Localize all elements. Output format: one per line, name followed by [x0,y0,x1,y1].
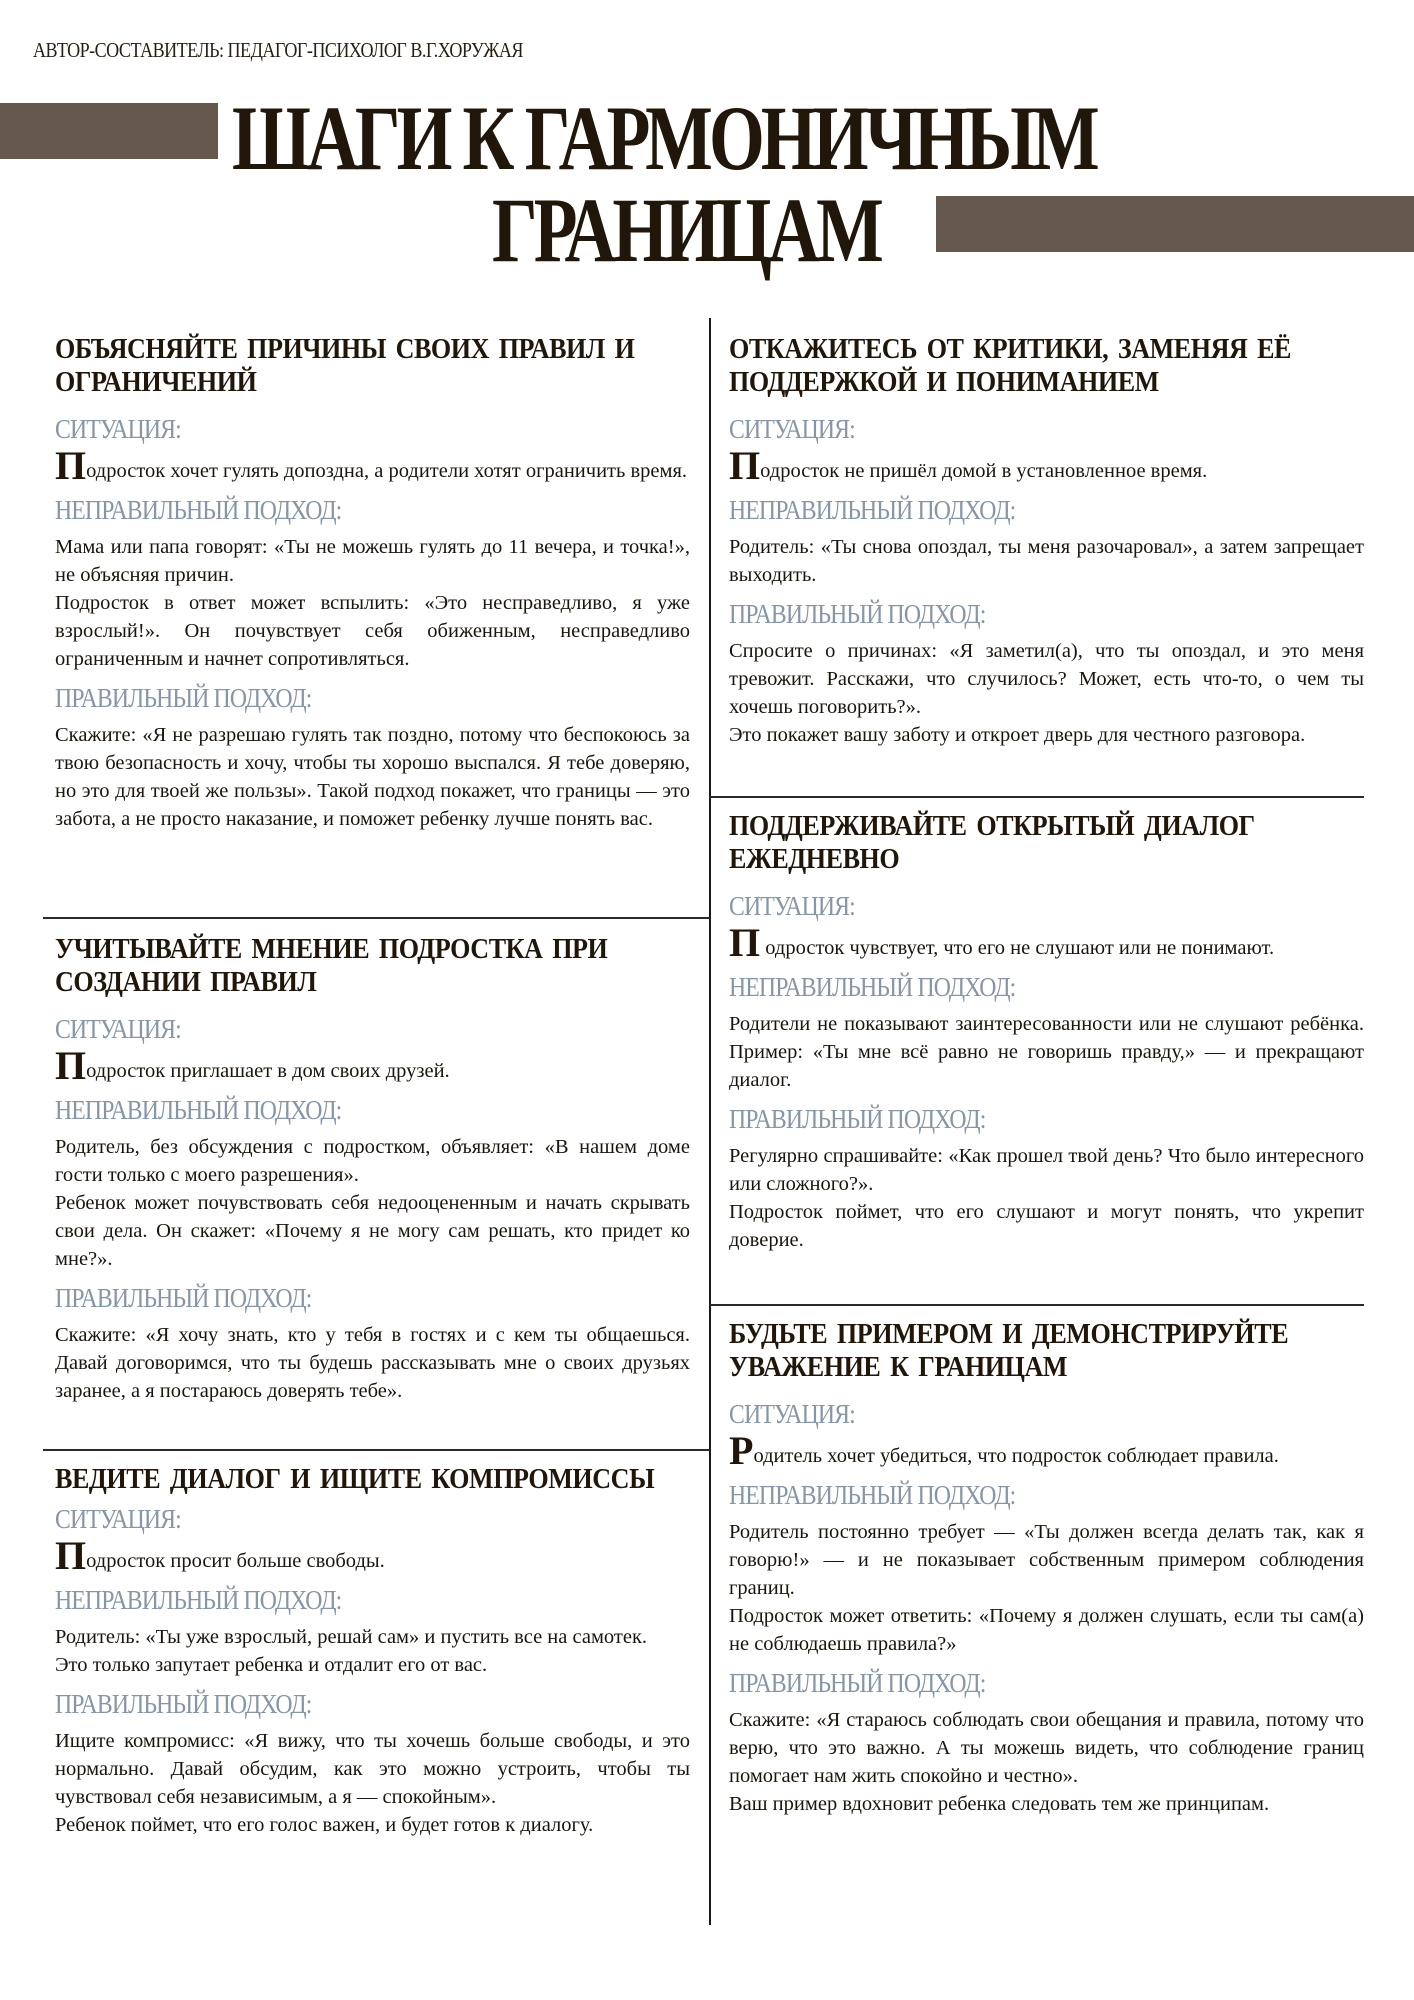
paragraph: Подросток поймет, что его слушают и могут понять, что укрепит доверие. [729,1201,1364,1251]
paragraph: Это покажет вашу заботу и откроет дверь для честного разговора. [729,724,1306,746]
paragraph: Ребенок может почувствовать себя недооцененным и начать скрывать свои дела. Он скажет: «Почему я не могу сам решать, кто придет ко мне?». [55,1192,690,1270]
situation-rest: одросток хочет гулять допоздна, а родители хотят ограничить время. [86,460,688,482]
section-avoid-criticism [729,333,1364,759]
paragraph: Это только запутает ребенка и отдалит его от вас. [55,1654,488,1676]
right-approach-text [55,1727,690,1839]
right-approach-label: ПРАВИЛЬНЫЙ ПОДХОД: [729,1668,986,1698]
right-approach-label: ПРАВИЛЬНЫЙ ПОДХОД: [55,1283,312,1313]
drop-cap: П [55,443,87,488]
paragraph: Скажите: «Я хочу знать, кто у тебя в гостях и с кем ты общаешься. Давай договоримся, что ты будешь рассказывать мне о своих друзьях заранее, а я постараюсь доверять тебе». [55,1324,690,1402]
author-line: АВТОР-СОСТАВИТЕЛЬ: ПЕДАГОГ-ПСИХОЛОГ В.Г.ХОРУЖАЯ [33,38,523,62]
wrong-approach-text [729,1518,1364,1658]
right-approach-text [729,637,1364,749]
drop-cap: Р [729,1428,754,1473]
paragraph: Родитель: «Ты снова опоздал, ты меня разочаровал», а затем запрещает выходить. [729,536,1364,586]
column-divider [709,318,711,1925]
drop-cap: П [55,1043,87,1088]
wrong-approach-text [55,1623,690,1679]
paragraph: Скажите: «Я не разрешаю гулять так поздно, потому что беспокоюсь за твою безопасность и хочу, чтобы ты хорошо выспался. Я тебе доверяю, но это для твоей же пользы». Такой подход покажет, что границы — это забота, а не просто наказание, и поможет ребенку лучше понять вас. [55,724,690,830]
situation-text [55,1043,690,1088]
right-approach-text [729,1706,1364,1818]
section-open-dialogue [729,810,1364,1264]
section-title: ПОДДЕРЖИВАЙТЕ ОТКРЫТЫЙ ДИАЛОГ ЕЖЕДНЕВНО [729,810,1255,875]
situation-label: СИТУАЦИЯ: [55,1504,181,1534]
situation-rest: одросток приглашает в дом своих друзей. [86,1060,450,1082]
situation-text [55,1533,690,1578]
wrong-approach-text [55,533,690,673]
situation-rest: одросток просит больше свободы. [86,1550,385,1572]
situation-label: СИТУАЦИЯ: [55,414,181,444]
paragraph: Скажите: «Я стараюсь соблюдать свои обещания и правила, потому что верю, что это важно. А ты можешь видеть, что соблюдение границ помогает нам жить спокойно и честно». [729,1709,1364,1787]
paragraph: Родители не показывают заинтересованности или не слушают ребёнка. Пример: «Ты мне всё равно не говоришь правду,» — и прекращают диалог. [729,1013,1364,1091]
paragraph: Родитель постоянно требует — «Ты должен всегда делать так, как я говорю!» — и не показывает собственным примером соблюдения границ. [729,1521,1364,1599]
situation-label: СИТУАЦИЯ: [55,1014,181,1044]
drop-cap: П [729,443,761,488]
situation-label: СИТУАЦИЯ: [729,891,855,921]
section-title: БУДЬТЕ ПРИМЕРОМ И ДЕМОНСТРИРУЙТЕ УВАЖЕНИЕ К ГРАНИЦАМ [729,1318,1289,1383]
section-title: ВЕДИТЕ ДИАЛОГ И ИЩИТЕ КОМПРОМИССЫ [55,1463,655,1495]
drop-cap: П [729,920,761,965]
situation-text [729,920,1364,965]
title-accent-bar-right [936,196,1414,252]
wrong-approach-label: НЕПРАВИЛЬНЫЙ ПОДХОД: [729,972,1016,1002]
section-divider [43,917,710,919]
wrong-approach-text [729,1010,1364,1094]
situation-rest: одросток не пришёл домой в установленное время. [760,460,1208,482]
situation-rest: одросток чувствует, что его не слушают или не понимают. [760,937,1275,959]
paragraph: Ваш пример вдохновит ребенка следовать тем же принципам. [729,1793,1270,1815]
situation-text [729,443,1364,488]
page-title-line-2: ГРАНИЦАМ [492,179,880,281]
situation-rest: одитель хочет убедиться, что подросток соблюдает правила. [753,1445,1279,1467]
paragraph: Регулярно спрашивайте: «Как прошел твой день? Что было интересного или сложного?». [729,1145,1364,1195]
paragraph: Подросток в ответ может вспылить: «Это несправедливо, я уже взрослый!». Он почувствует себя обиженным, несправедливо ограниченным и начнет сопротивляться. [55,592,690,670]
section-title: ОБЪЯСНЯЙТЕ ПРИЧИНЫ СВОИХ ПРАВИЛ И ОГРАНИЧЕНИЙ [55,333,635,398]
right-approach-label: ПРАВИЛЬНЫЙ ПОДХОД: [729,599,986,629]
section-be-example [729,1318,1364,1828]
section-divider [709,796,1364,798]
section-title: ОТКАЖИТЕСЬ ОТ КРИТИКИ, ЗАМЕНЯЯ ЕЁ ПОДДЕРЖКОЙ И ПОНИМАНИЕМ [729,333,1291,398]
right-approach-text [55,721,690,833]
wrong-approach-label: НЕПРАВИЛЬНЫЙ ПОДХОД: [55,1585,342,1615]
paragraph: Ищите компромисс: «Я вижу, что ты хочешь больше свободы, и это нормально. Давай обсудим, как это можно устроить, чтобы ты чувствовал себя независимым, а я — спокойным». [55,1730,690,1808]
paragraph: Родитель: «Ты уже взрослый, решай сам» и пустить все на самотек. [55,1626,648,1648]
situation-text [729,1428,1364,1473]
paragraph: Спросите о причинах: «Я заметил(а), что ты опоздал, и это меня тревожит. Расскажи, что случилось? Может, есть что-то, о чем ты хочешь поговорить?». [729,640,1364,718]
section-divider [709,1304,1364,1306]
section-consider-opinion [55,933,690,1415]
situation-label: СИТУАЦИЯ: [729,414,855,444]
situation-text [55,443,690,488]
page-title-line-1: ШАГИ К ГАРМОНИЧНЫМ [232,87,1096,189]
section-explain-reasons [55,333,690,843]
section-divider [43,1449,710,1451]
right-approach-label: ПРАВИЛЬНЫЙ ПОДХОД: [55,683,312,713]
paragraph: Родитель, без обсуждения с подростком, объявляет: «В нашем доме гости только с моего разрешения». [55,1136,690,1186]
wrong-approach-label: НЕПРАВИЛЬНЫЙ ПОДХОД: [55,495,342,525]
situation-label: СИТУАЦИЯ: [729,1399,855,1429]
right-approach-label: ПРАВИЛЬНЫЙ ПОДХОД: [729,1104,986,1134]
title-accent-bar-left [0,103,218,159]
wrong-approach-label: НЕПРАВИЛЬНЫЙ ПОДХОД: [55,1095,342,1125]
wrong-approach-label: НЕПРАВИЛЬНЫЙ ПОДХОД: [729,1480,1016,1510]
right-approach-text [729,1142,1364,1254]
section-title: УЧИТЫВАЙТЕ МНЕНИЕ ПОДРОСТКА ПРИ СОЗДАНИИ ПРАВИЛ [55,933,608,998]
right-approach-text [55,1321,690,1405]
paragraph: Мама или папа говорят: «Ты не можешь гулять до 11 вечера, и точка!», не объясняя причин. [55,536,690,586]
wrong-approach-text [55,1133,690,1273]
right-approach-label: ПРАВИЛЬНЫЙ ПОДХОД: [55,1689,312,1719]
paragraph: Подросток может ответить: «Почему я должен слушать, если ты сам(а) не соблюдаешь правила?» [729,1605,1364,1655]
wrong-approach-label: НЕПРАВИЛЬНЫЙ ПОДХОД: [729,495,1016,525]
wrong-approach-text [729,533,1364,589]
drop-cap: П [55,1533,87,1578]
section-dialogue-compromise [55,1463,690,1849]
paragraph: Ребенок поймет, что его голос важен, и будет готов к диалогу. [55,1814,594,1836]
